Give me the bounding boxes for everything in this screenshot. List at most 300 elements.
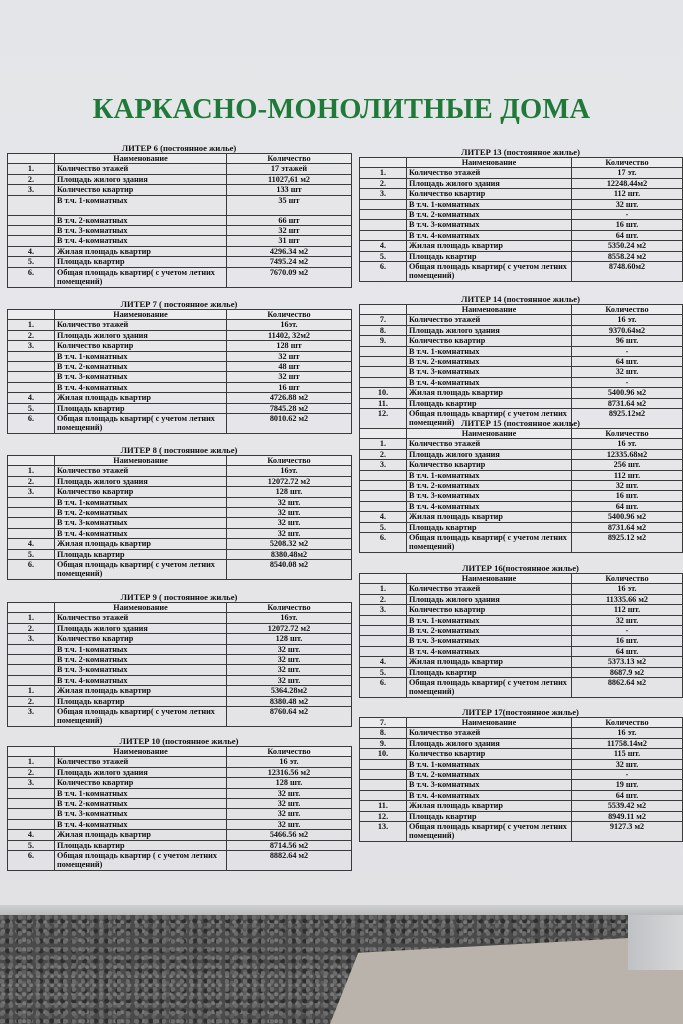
row-number — [360, 636, 407, 646]
row-number: 5. — [8, 549, 55, 559]
specs-table — [359, 717, 683, 842]
header-name-cell: Наименование — [407, 718, 572, 728]
row-number: 2. — [8, 696, 55, 706]
row-number: 5. — [360, 251, 407, 261]
row-name: В т.ч. 4-комнатных — [407, 377, 572, 387]
row-number: 2. — [360, 594, 407, 604]
row-number — [8, 528, 55, 538]
row-name: В т.ч. 4-комнатных — [55, 819, 227, 829]
row-number — [360, 220, 407, 230]
row-name: В т.ч. 3-комнатных — [55, 225, 227, 235]
table-row — [360, 220, 683, 230]
row-number: 5. — [8, 840, 55, 850]
row-number: 1. — [8, 164, 55, 174]
row-name: Площадь квартир — [407, 522, 572, 532]
table-row — [360, 346, 683, 356]
header-qty-cell: Количество — [227, 747, 352, 757]
table-row — [8, 351, 352, 361]
row-name: Общая площадь квартир( с учетом летних помещений) — [407, 532, 572, 552]
table-row — [8, 225, 352, 235]
row-number: 5. — [360, 667, 407, 677]
row-number: 3. — [360, 189, 407, 199]
row-value: 64 шт. — [572, 501, 683, 511]
header-qty-cell: Количество — [572, 429, 683, 439]
row-number: 6. — [8, 559, 55, 579]
header-name-cell: Наименование — [55, 310, 227, 320]
row-name: Площадь жилого здания — [407, 325, 572, 335]
header-qty-cell: Количество — [227, 456, 352, 466]
row-value: 8760.64 м2 — [227, 706, 352, 726]
row-number: 10. — [360, 388, 407, 398]
row-value: 133 шт — [227, 185, 352, 195]
support-post — [628, 915, 683, 970]
row-value: 4726.88 м2 — [227, 393, 352, 403]
board-heading: КАРКАСНО-МОНОЛИТНЫЕ ДОМА — [92, 94, 591, 125]
row-name: Количество этажей — [55, 164, 227, 174]
row-name: В т.ч. 1-комнатных — [55, 351, 227, 361]
table-row — [8, 174, 352, 184]
row-number — [8, 654, 55, 664]
header-qty-cell: Количество — [227, 154, 352, 164]
row-value: 112 шт. — [572, 189, 683, 199]
row-name: Количество этажей — [55, 466, 227, 476]
building-title: ЛИТЕР 16(постоянное жилье) — [462, 563, 579, 573]
row-name: В т.ч. 3-комнатных — [55, 518, 227, 528]
row-value: 16 шт — [227, 382, 352, 392]
row-value: 5373.13 м2 — [572, 657, 683, 667]
row-value: 16эт. — [227, 466, 352, 476]
row-name: Количество этажей — [55, 320, 227, 330]
row-number — [8, 236, 55, 246]
row-name: Площадь жилого здания — [55, 330, 227, 340]
row-name: В т.ч. 1-комнатных — [407, 470, 572, 480]
row-number: 11. — [360, 801, 407, 811]
row-number: 3. — [8, 341, 55, 351]
row-value: 16 эт. — [572, 439, 683, 449]
row-name: Площадь квартир — [407, 251, 572, 261]
row-value: 19 шт. — [572, 780, 683, 790]
table-header-row — [8, 154, 352, 164]
row-value: 8925.12м2 — [572, 408, 683, 428]
table-row — [8, 634, 352, 644]
row-number: 4. — [360, 512, 407, 522]
row-name: В т.ч. 2-комнатных — [55, 798, 227, 808]
table-row — [8, 528, 352, 538]
row-number: 6. — [360, 261, 407, 281]
table-row — [360, 325, 683, 335]
row-value: 16эт. — [227, 320, 352, 330]
row-name: В т.ч. 4-комнатных — [55, 382, 227, 392]
row-number: 5. — [8, 403, 55, 413]
building-table — [7, 445, 351, 580]
table-header-row — [8, 603, 352, 613]
row-value: 5208.32 м2 — [227, 539, 352, 549]
table-row — [360, 790, 683, 800]
row-number: 8. — [360, 325, 407, 335]
row-name: В т.ч. 4-комнатных — [407, 230, 572, 240]
row-value: 5466.56 м2 — [227, 830, 352, 840]
row-name: Общая площадь квартир ( с учетом летних помещений) — [55, 850, 227, 870]
row-value: 8380.48м2 — [227, 549, 352, 559]
row-number: 2. — [8, 174, 55, 184]
table-row — [360, 189, 683, 199]
table-row — [8, 654, 352, 664]
row-name: Жилая площадь квартир — [407, 657, 572, 667]
row-number: 3. — [8, 706, 55, 726]
row-name: В т.ч. 4-комнатных — [55, 236, 227, 246]
row-value: 32 шт. — [572, 199, 683, 209]
building-table — [359, 418, 682, 553]
building-title: ЛИТЕР 6 (постоянное жилье) — [121, 143, 237, 153]
table-row — [8, 403, 352, 413]
row-number: 4. — [8, 539, 55, 549]
row-name: В т.ч. 3-комнатных — [55, 809, 227, 819]
row-value: 64 шт. — [572, 230, 683, 240]
row-value: 32 шт. — [227, 518, 352, 528]
table-row — [8, 696, 352, 706]
building-table — [359, 707, 682, 842]
row-value: 16 эт. — [572, 315, 683, 325]
row-number: 8. — [360, 728, 407, 738]
row-value: 8925.12 м2 — [572, 532, 683, 552]
table-row — [8, 361, 352, 371]
table-row — [360, 594, 683, 604]
table-row — [360, 532, 683, 552]
header-qty-cell: Количество — [572, 574, 683, 584]
table-row — [360, 677, 683, 697]
row-value: 16 эт. — [572, 584, 683, 594]
row-value: 128 шт — [227, 341, 352, 351]
table-row — [8, 372, 352, 382]
row-number: 5. — [360, 522, 407, 532]
table-row — [360, 388, 683, 398]
table-header-row — [360, 574, 683, 584]
row-value: 9370.64м2 — [572, 325, 683, 335]
header-name-cell: Наименование — [55, 747, 227, 757]
row-value: 9127.3 м2 — [572, 821, 683, 841]
table-row — [8, 706, 352, 726]
specs-table — [7, 309, 352, 434]
specs-table — [7, 455, 352, 580]
row-number — [360, 470, 407, 480]
row-name: В т.ч. 2-комнатных — [407, 356, 572, 366]
table-row — [360, 398, 683, 408]
row-value: 5539.42 м2 — [572, 801, 683, 811]
row-number — [8, 382, 55, 392]
table-row — [360, 522, 683, 532]
row-number — [360, 501, 407, 511]
row-name: В т.ч. 3-комнатных — [55, 665, 227, 675]
row-value: 32 шт — [227, 225, 352, 235]
row-number: 3. — [8, 487, 55, 497]
row-number: 7. — [360, 315, 407, 325]
row-value: 64 шт. — [572, 356, 683, 366]
row-name: Жилая площадь квартир — [407, 512, 572, 522]
table-row — [8, 195, 352, 215]
table-row — [8, 809, 352, 819]
row-value: 11402, 32м2 — [227, 330, 352, 340]
table-row — [8, 236, 352, 246]
building-table — [359, 563, 682, 698]
row-name: В т.ч. 2-комнатных — [55, 215, 227, 225]
row-name: В т.ч. 1-комнатных — [407, 615, 572, 625]
table-row — [8, 757, 352, 767]
row-name: Количество этажей — [55, 613, 227, 623]
table-row — [8, 686, 352, 696]
building-title: ЛИТЕР 14 (постоянное жилье) — [461, 294, 580, 304]
row-number — [8, 809, 55, 819]
table-row — [8, 257, 352, 267]
row-number: 6. — [360, 532, 407, 552]
table-row — [8, 466, 352, 476]
row-name: Площадь жилого здания — [407, 594, 572, 604]
table-row — [8, 644, 352, 654]
table-row — [8, 623, 352, 633]
row-name: В т.ч. 2-комнатных — [407, 625, 572, 635]
table-row — [8, 382, 352, 392]
row-name: Количество этажей — [407, 315, 572, 325]
row-name: В т.ч. 4-комнатных — [407, 790, 572, 800]
row-number: 3. — [360, 605, 407, 615]
row-name: В т.ч. 2-комнатных — [407, 480, 572, 490]
row-number — [360, 346, 407, 356]
row-number — [360, 367, 407, 377]
row-number: 1. — [360, 584, 407, 594]
building-title: ЛИТЕР 10 (постоянное жилье) — [119, 736, 239, 746]
row-value: 32 шт — [227, 372, 352, 382]
row-number — [360, 356, 407, 366]
building-table — [359, 294, 682, 429]
row-value: 16 эт. — [572, 728, 683, 738]
row-value: 32 шт. — [572, 759, 683, 769]
row-name: Площадь жилого здания — [55, 623, 227, 633]
row-name: Площадь квартир — [55, 696, 227, 706]
table-row — [8, 778, 352, 788]
table-row — [360, 625, 683, 635]
row-name: Количество этажей — [407, 439, 572, 449]
row-number — [8, 351, 55, 361]
row-value: - — [572, 346, 683, 356]
row-value: 16 шт. — [572, 491, 683, 501]
table-row — [8, 185, 352, 195]
specs-table — [7, 153, 352, 288]
building-table — [7, 736, 351, 871]
row-number — [8, 361, 55, 371]
row-number: 6. — [8, 267, 55, 287]
row-value: 32 шт. — [572, 480, 683, 490]
table-row — [360, 168, 683, 178]
row-number — [360, 230, 407, 240]
row-value: - — [572, 209, 683, 219]
row-name: Жилая площадь квартир — [55, 830, 227, 840]
header-number-cell — [8, 456, 55, 466]
row-name: Количество квартир — [55, 778, 227, 788]
row-number: 1. — [8, 757, 55, 767]
specs-table — [359, 157, 683, 282]
row-number: 12. — [360, 408, 407, 428]
row-name: Площадь квартир — [55, 840, 227, 850]
table-header-row — [360, 305, 683, 315]
building-title: ЛИТЕР 8 ( постоянное жилье) — [120, 445, 238, 455]
specs-table — [359, 573, 683, 698]
table-row — [8, 675, 352, 685]
building-title: ЛИТЕР 13 (постоянное жилье) — [461, 147, 580, 157]
row-name: Количество этажей — [407, 584, 572, 594]
table-row — [360, 230, 683, 240]
row-value: 31 шт — [227, 236, 352, 246]
table-row — [360, 759, 683, 769]
table-row — [8, 559, 352, 579]
row-value: 12248.44м2 — [572, 178, 683, 188]
row-number — [8, 798, 55, 808]
row-name: В т.ч. 2-комнатных — [55, 654, 227, 664]
header-qty-cell: Количество — [572, 158, 683, 168]
row-value: 8687.9 м2 — [572, 667, 683, 677]
row-value: 4296.34 м2 — [227, 246, 352, 256]
row-name: Количество квартир — [407, 336, 572, 346]
row-number: 6. — [360, 677, 407, 697]
row-name: Общая площадь квартир( с учетом летних помещений) — [407, 408, 572, 428]
row-number — [360, 615, 407, 625]
row-number: 1. — [8, 613, 55, 623]
table-row — [8, 487, 352, 497]
row-number: 2. — [8, 623, 55, 633]
table-row — [360, 449, 683, 459]
row-number: 4. — [8, 246, 55, 256]
building-table — [7, 143, 351, 288]
building-table — [7, 592, 351, 727]
row-value: 5400.96 м2 — [572, 388, 683, 398]
row-number: 6. — [8, 850, 55, 870]
row-name: В т.ч. 1-комнатных — [407, 759, 572, 769]
row-number — [8, 644, 55, 654]
row-name: Площадь квартир — [407, 667, 572, 677]
table-row — [360, 178, 683, 188]
row-value: 32 шт. — [227, 809, 352, 819]
table-header-row — [360, 158, 683, 168]
table-row — [360, 657, 683, 667]
table-row — [360, 811, 683, 821]
row-value: 64 шт. — [572, 646, 683, 656]
row-name: Общая площадь квартир( с учетом летних помещений) — [55, 706, 227, 726]
header-qty-cell: Количество — [227, 603, 352, 613]
row-value: 5400.96 м2 — [572, 512, 683, 522]
table-row — [8, 330, 352, 340]
row-value: 5350.24 м2 — [572, 241, 683, 251]
row-value: 32 шт. — [227, 819, 352, 829]
row-value: 96 шт. — [572, 336, 683, 346]
row-name: Количество этажей — [55, 757, 227, 767]
row-name: Жилая площадь квартир — [407, 801, 572, 811]
table-row — [360, 491, 683, 501]
table-row — [360, 605, 683, 615]
row-name: В т.ч. 4-комнатных — [407, 646, 572, 656]
row-value: 8882.64 м2 — [227, 850, 352, 870]
row-name: В т.ч. 3-комнатных — [407, 367, 572, 377]
table-row — [360, 241, 683, 251]
table-row — [8, 830, 352, 840]
table-row — [360, 377, 683, 387]
row-name: В т.ч. 3-комнатных — [407, 220, 572, 230]
row-value: 11335.66 м2 — [572, 594, 683, 604]
row-value: 128 шт. — [227, 778, 352, 788]
row-number — [8, 675, 55, 685]
row-value: 8558.24 м2 — [572, 251, 683, 261]
header-number-cell — [360, 305, 407, 315]
table-row — [360, 738, 683, 748]
row-name: Количество этажей — [407, 728, 572, 738]
row-value: 32 шт. — [227, 654, 352, 664]
row-number: 1. — [8, 686, 55, 696]
row-name: Площадь жилого здания — [407, 449, 572, 459]
row-name: В т.ч. 3-комнатных — [407, 491, 572, 501]
row-value: 8731.64 м2 — [572, 398, 683, 408]
row-number — [360, 759, 407, 769]
row-name: В т.ч. 2-комнатных — [407, 209, 572, 219]
row-name: В т.ч. 2-комнатных — [407, 769, 572, 779]
row-value: - — [572, 625, 683, 635]
header-name-cell: Наименование — [55, 154, 227, 164]
row-number — [360, 480, 407, 490]
row-number — [360, 199, 407, 209]
row-number: 2. — [360, 449, 407, 459]
row-value: 16 шт. — [572, 220, 683, 230]
row-name: Площадь квартир — [407, 398, 572, 408]
table-row — [8, 497, 352, 507]
row-value: 128 шт. — [227, 487, 352, 497]
table-row — [360, 636, 683, 646]
row-number — [360, 790, 407, 800]
header-name-cell: Наименование — [407, 574, 572, 584]
header-number-cell — [8, 154, 55, 164]
row-number — [8, 215, 55, 225]
row-value: 35 шт — [227, 195, 352, 215]
row-value: 8949.11 м2 — [572, 811, 683, 821]
header-number-cell — [360, 574, 407, 584]
row-name: Жилая площадь квартир — [55, 686, 227, 696]
row-number — [360, 491, 407, 501]
building-title: ЛИТЕР 9 ( постоянное жилье) — [120, 592, 238, 602]
row-name: Площадь квартир — [407, 811, 572, 821]
table-row — [360, 261, 683, 281]
row-number: 9. — [360, 738, 407, 748]
row-value: 8731.64 м2 — [572, 522, 683, 532]
row-number: 4. — [360, 657, 407, 667]
row-name: Жилая площадь квартир — [55, 539, 227, 549]
row-value: 16 эт. — [227, 757, 352, 767]
row-name: В т.ч. 4-комнатных — [407, 501, 572, 511]
table-row — [8, 267, 352, 287]
row-number: 4. — [8, 830, 55, 840]
row-name: Количество квартир — [407, 749, 572, 759]
building-table — [359, 147, 682, 282]
table-row — [8, 413, 352, 433]
row-number: 1. — [8, 320, 55, 330]
row-number — [360, 209, 407, 219]
row-number: 5. — [8, 257, 55, 267]
specs-table — [359, 304, 683, 429]
row-number: 2. — [8, 767, 55, 777]
table-row — [360, 749, 683, 759]
row-number — [360, 625, 407, 635]
row-number — [360, 780, 407, 790]
table-row — [8, 215, 352, 225]
table-row — [8, 341, 352, 351]
row-value: 66 шт — [227, 215, 352, 225]
table-row — [360, 367, 683, 377]
row-value: 48 шт — [227, 361, 352, 371]
row-name: Количество квартир — [55, 341, 227, 351]
